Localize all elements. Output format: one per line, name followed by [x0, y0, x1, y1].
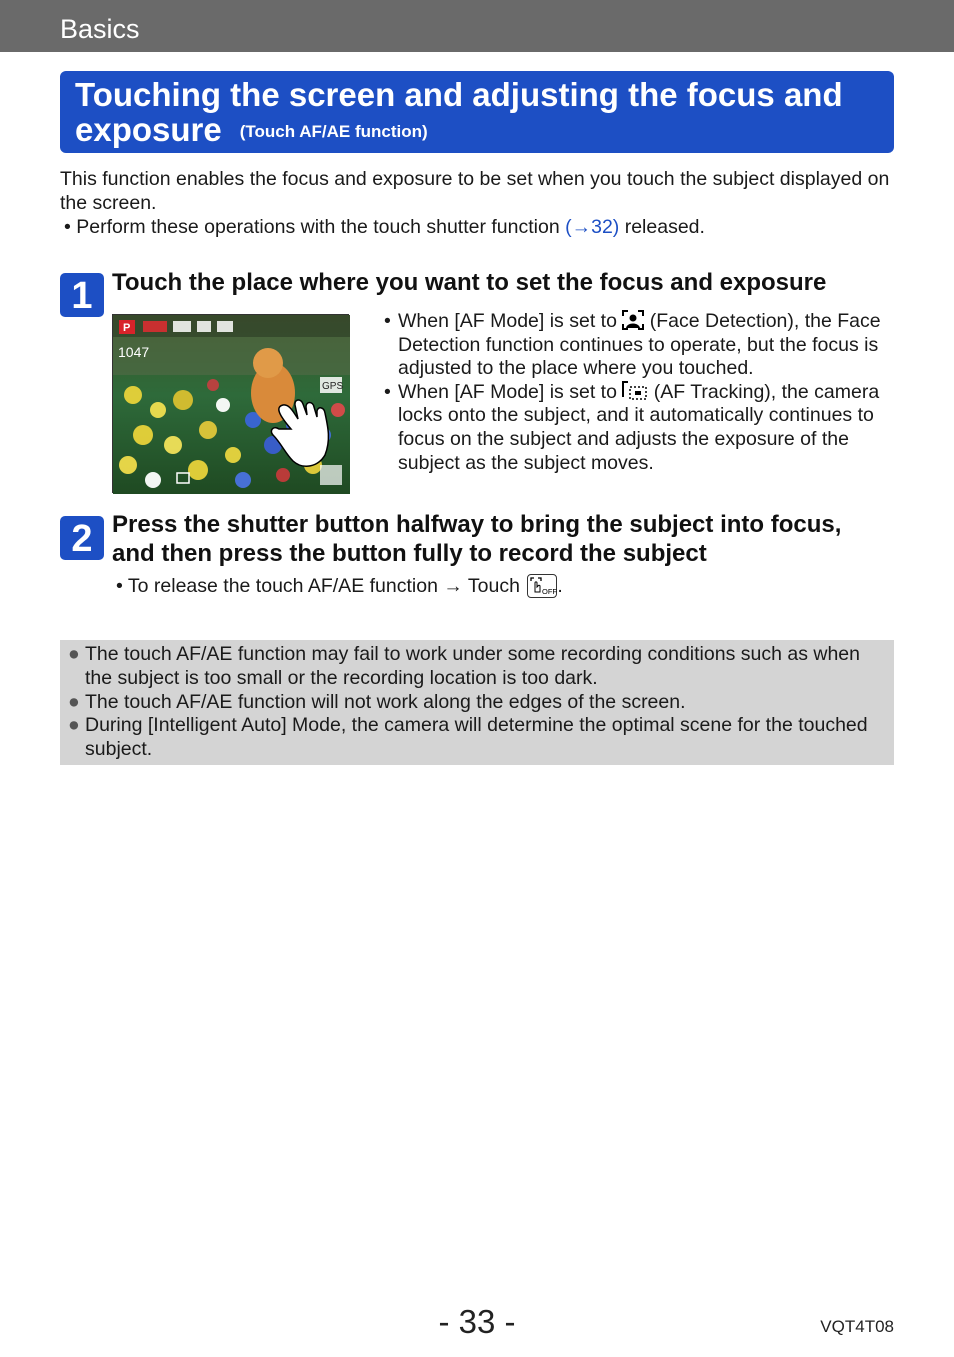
intro-text: This function enables the focus and exposure to be set when you touch the subject displayed on the screen. — [60, 168, 890, 214]
camera-screen-photo — [112, 314, 349, 493]
page-title-word: exposure — [75, 111, 222, 148]
list-item: ● During [Intelligent Auto] Mode, the camera will determine the optimal scene for the touched subject. — [68, 714, 868, 761]
svg-text:P: P — [123, 322, 131, 334]
list-item: ● The touch AF/AE function may fail to work under some recording conditions such as when the subject is too small or the recording location is too dark. — [68, 643, 860, 689]
step-1-number: 1 — [60, 273, 104, 317]
touch-af-off-icon[interactable] — [527, 574, 557, 598]
page-subtitle: (Touch AF/AE function) — [239, 122, 428, 141]
intro-note-post: released. — [619, 216, 705, 238]
intro-note — [60, 215, 890, 239]
page-title-line1: Touching the screen and adjusting the focus and — [75, 76, 843, 113]
screen-count: 1047 — [118, 344, 150, 360]
list-item: • When [AF Mode] is set to (Face Detection), the Face Detection function continues to operate, but the focus is adjusted to the place where you touched. — [384, 310, 881, 380]
page-ref-link[interactable]: (→32) — [565, 216, 620, 238]
document-code: VQT4T08 — [820, 1317, 894, 1336]
list-item: • When [AF Mode] is set to (AF Tracking), the camera locks onto the subject, and it automatically continues to focus on the subject and adjusts the exposure of the subject as the subject moves. — [384, 380, 880, 474]
page-title-line2 — [75, 112, 428, 150]
section-title: Basics — [60, 14, 140, 44]
flower-scene-image — [113, 315, 350, 494]
notes-box — [60, 640, 894, 765]
step-2-note: • To release the touch AF/AE function → Touch OFF . — [116, 575, 563, 597]
page-title-box — [60, 71, 894, 153]
step-2-number: 2 — [60, 516, 104, 560]
svg-text:GPS: GPS — [322, 381, 344, 392]
step-1-title: Touch the place where you want to set the focus and exposure — [112, 269, 827, 296]
svg-text:OFF: OFF — [542, 587, 558, 596]
step-2-title: Press the shutter button halfway to bring the subject into focus, and then press the button fully to record the subject — [112, 511, 842, 567]
page-number: - 33 - — [438, 1303, 516, 1340]
face-detection-icon — [622, 310, 644, 330]
header-bar — [0, 0, 954, 52]
intro-block — [60, 167, 890, 239]
step-1-bullets — [384, 310, 904, 475]
af-tracking-icon — [622, 381, 648, 401]
list-item: ● The touch AF/AE function will not work along the edges of the screen. — [68, 690, 686, 713]
intro-note-pre: • Perform these operations with the touch shutter function — [64, 216, 566, 238]
